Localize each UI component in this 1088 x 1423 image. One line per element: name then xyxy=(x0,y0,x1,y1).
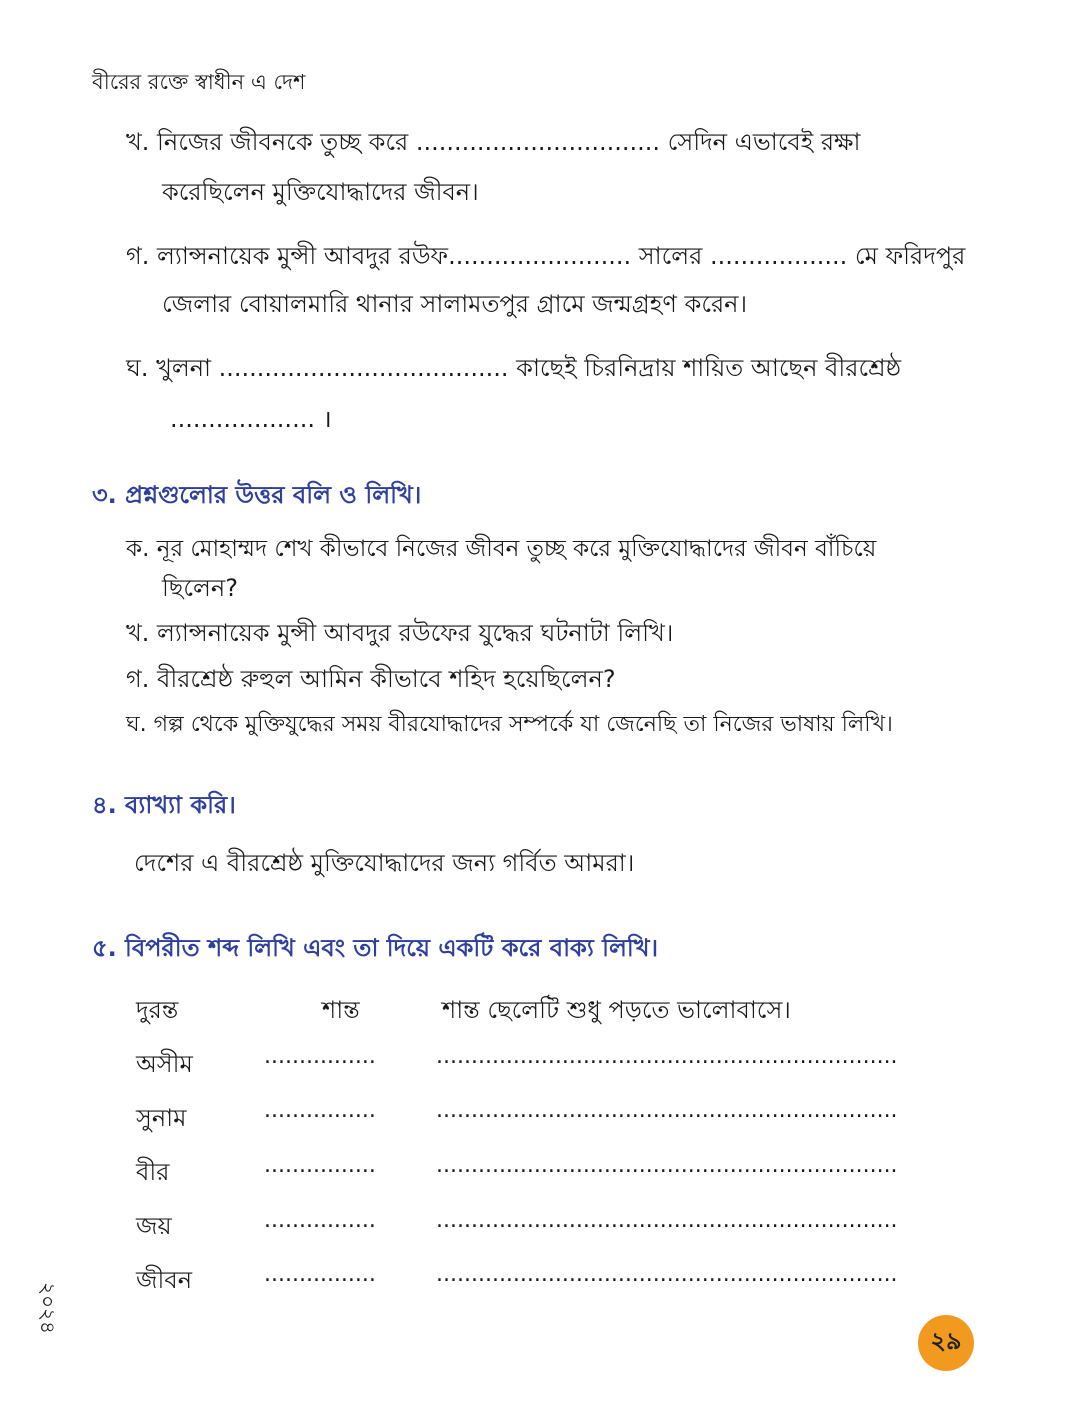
section3-heading: ৩. প্রশ্নগুলোর উত্তর বলি ও লিখি। xyxy=(92,481,422,509)
question-kha: খ. ল্যান্সনায়েক মুন্সী আবদুর রউফের যুদ্ধের ঘটনাটা লিখি। xyxy=(126,619,674,647)
sentence-blank: .................................................................. xyxy=(436,1153,898,1178)
opposite-blank: ................ xyxy=(264,1098,376,1123)
opposite-blank: ................ xyxy=(264,1153,376,1178)
question-ga: গ. বীরশ্রেষ্ঠ রুহুল আমিন কীভাবে শহিদ হয়েছিলেন? xyxy=(126,665,616,693)
blank-item-kha-line1: খ. নিজের জীবনকে তুচ্ছ করে ................................ সেদিন এভাবেই রক্ষা xyxy=(126,128,861,156)
section4-text: দেশের এ বীরশ্রেষ্ঠ মুক্তিযোদ্ধাদের জন্য গর্বিত আমরা। xyxy=(134,849,635,877)
opposite-blank: ................ xyxy=(264,1208,376,1233)
running-title: বীরের রক্তে স্বাধীন এ দেশ xyxy=(92,70,306,94)
blank-item-gha-line1: ঘ. খুলনা ...................................... কাছেই চিরনিদ্রায় শায়িত আছেন বীরশ্রেষ্ঠ xyxy=(126,354,902,382)
word-item: সুনাম xyxy=(136,1104,187,1132)
opposite-blank: ................ xyxy=(264,1044,376,1069)
sentence-blank: .................................................................. xyxy=(436,1262,898,1287)
word-item: জয় xyxy=(136,1212,172,1240)
blank-item-gha-line2: ................... । xyxy=(170,405,332,433)
sentence-blank: .................................................................. xyxy=(436,1208,898,1233)
margin-year: ২০২৪ xyxy=(36,1282,60,1334)
page-number: ২৯ xyxy=(930,1327,962,1355)
word-item: অসীম xyxy=(136,1050,193,1078)
section5-heading: ৫. বিপরীত শব্দ লিখি এবং তা দিয়ে একটি করে বাক্য লিখি। xyxy=(92,934,659,962)
word-item: বীর xyxy=(136,1158,170,1186)
example-sentence: শান্ত ছেলেটি শুধু পড়তে ভালোবাসে। xyxy=(442,996,791,1024)
blank-item-ga-line2: জেলার বোয়ালমারি থানার সালামতপুর গ্রামে জন্মগ্রহণ করেন। xyxy=(162,290,748,318)
example-word: দুরন্ত xyxy=(136,996,179,1024)
question-ka-line1: ক. নূর মোহাম্মদ শেখ কীভাবে নিজের জীবন তুচ্ছ করে মুক্তিযোদ্ধাদের জীবন বাঁচিয়ে xyxy=(126,536,877,562)
section4-heading: ৪. ব্যাখ্যা করি। xyxy=(92,791,236,819)
example-opposite: শান্ত xyxy=(322,996,360,1024)
question-ka-line2: ছিলেন? xyxy=(162,574,238,602)
blank-item-kha-line2: করেছিলেন মুক্তিযোদ্ধাদের জীবন। xyxy=(162,178,479,206)
opposite-blank: ................ xyxy=(264,1262,376,1287)
sentence-blank: .................................................................. xyxy=(436,1098,898,1123)
sentence-blank: .................................................................. xyxy=(436,1044,898,1069)
word-item: জীবন xyxy=(136,1266,193,1294)
blank-item-ga-line1: গ. ল্যান্সনায়েক মুন্সী আবদুর রউফ........................ সালের .................. মে ফরিদপুর xyxy=(126,242,966,270)
question-gha: ঘ. গল্প থেকে মুক্তিযুদ্ধের সময় বীরযোদ্ধাদের সম্পর্কে যা জেনেছি তা নিজের ভাষায় লিখি। xyxy=(126,712,893,737)
page-number-badge xyxy=(918,1315,974,1371)
